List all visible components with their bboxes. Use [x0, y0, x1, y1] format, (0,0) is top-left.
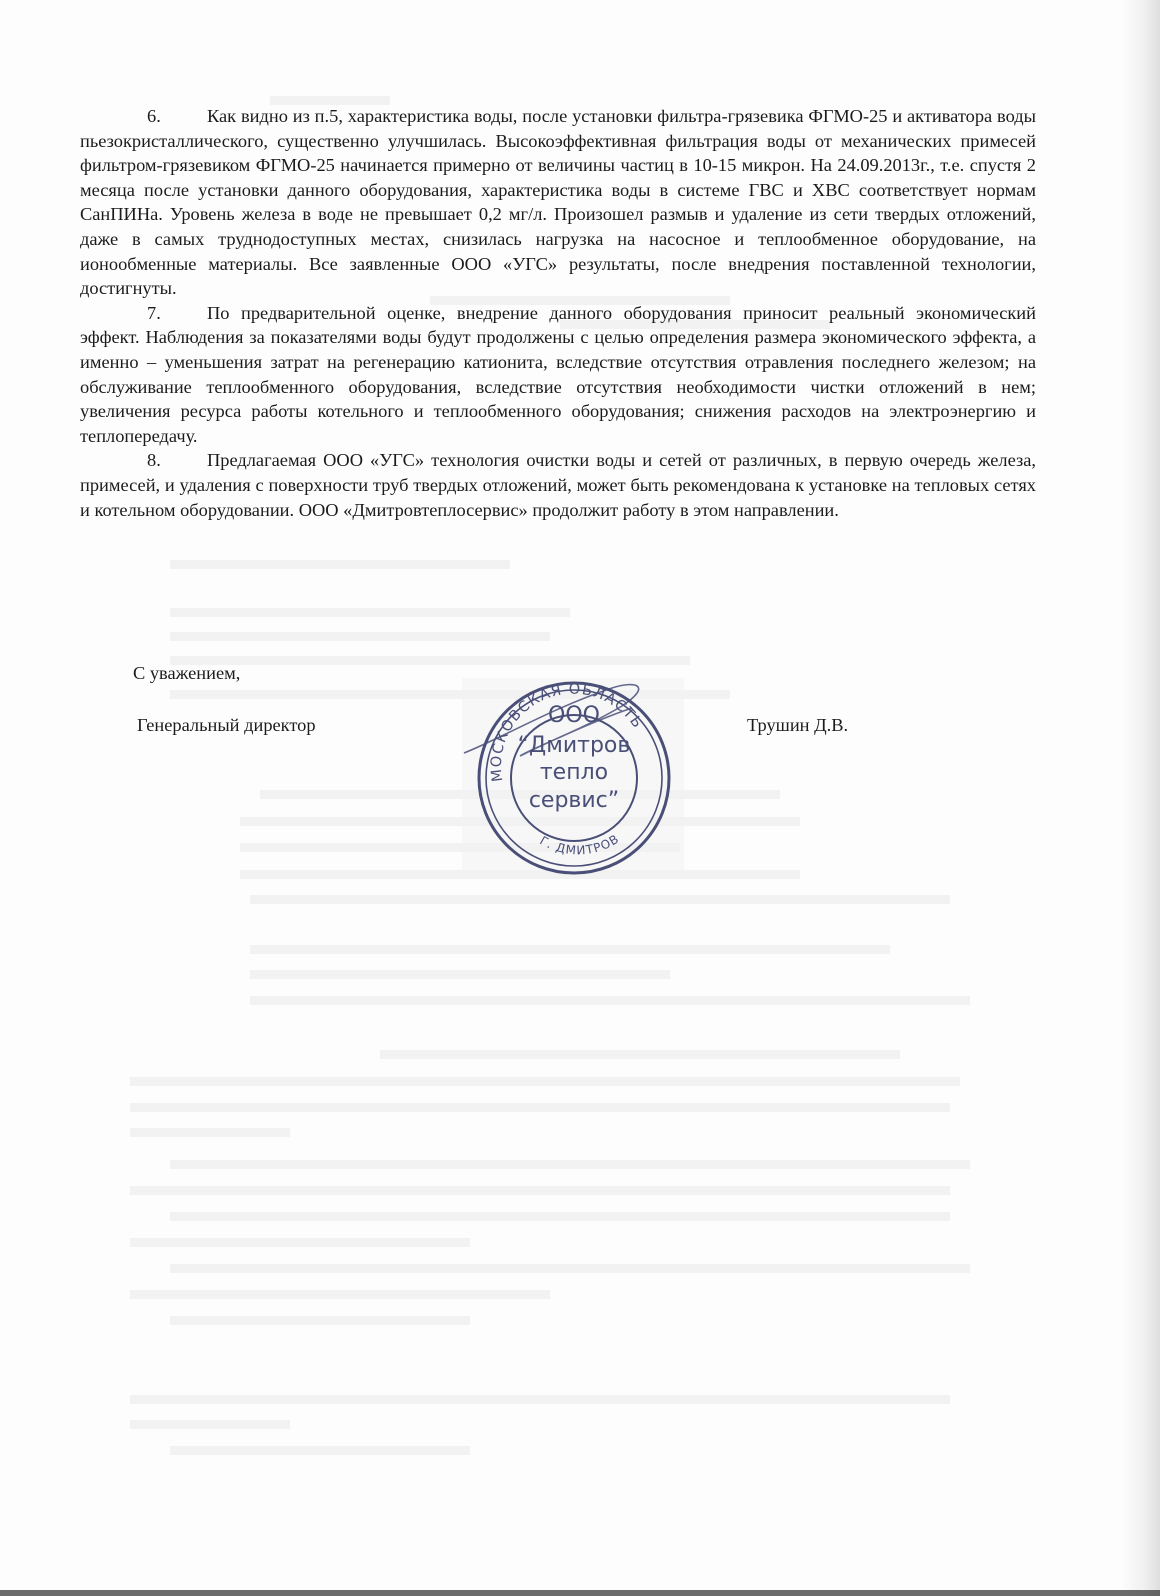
- stamp-line-4: сервис”: [528, 788, 620, 813]
- paragraph-number: 6.: [147, 106, 161, 126]
- paragraph-text: По предварительной оценке, внедрение данного оборудования приносит реальный экономический эффект. Наблюдения за показателями воды будут продолжены с целью определения размера экономического эффекта, а именно – уменьшения затрат на регенерацию катионита, вследствие отсутствия отравления последнего железом; на обслуживание теплообменного оборудования, вследствие отсутствия необходимости чистки отложений в нем; увеличения ресурса работы котельного и теплообменного оборудования; снижения расходов на электроэнергию и теплопередачу.: [80, 302, 1036, 446]
- scan-bottom-edge: [0, 1590, 1160, 1596]
- stamp-ring-bottom-text: Г. ДМИТРОВ: [537, 831, 622, 858]
- signatory-title: Генеральный директор: [137, 715, 316, 735]
- paragraph-8: [80, 448, 1036, 522]
- paragraph-number: 8.: [147, 450, 161, 471]
- company-stamp: [462, 678, 684, 878]
- stamp-line-2: “Дмитров: [517, 733, 631, 758]
- scan-right-edge-shadow: [1120, 0, 1160, 1596]
- stamp-line-3: тепло: [539, 760, 609, 785]
- stamp-ring-top-text: МОСКОВСКАЯ ОБЛАСТЬ: [488, 681, 646, 783]
- paragraph-7: [80, 301, 1036, 449]
- paragraph-6: [80, 104, 1036, 301]
- paragraph-text: Предлагаемая ООО «УГС» технология очистки воды и сетей от различных, в первую очередь железа, примесей, и удаления с поверхности труб твердых отложений, может быть рекомендована к установке на тепловых сетях и котельном оборудовании. ООО «Дмитровтеплосервис» продолжит работу в этом направлении.: [80, 450, 1036, 520]
- stamp-line-1: ООО: [548, 703, 600, 728]
- paragraph-number: 7.: [147, 302, 161, 323]
- letter-body: [80, 104, 1036, 522]
- paragraph-text: Как видно из п.5, характеристика воды, после установки фильтра-грязевика ФГМО-25 и активатора воды пьезокристаллического, существенно улучшилась. Высокоэффективная фильтрация воды от механических примесей фильтром-грязевиком ФГМО-25 начинается примерно от величины частиц в 10-15 микрон. На 24.09.2013г., т.е. спустя 2 месяца после установки данного оборудования, характеристика воды в системе ГВС и ХВС соответствует нормам СанПИНа. Уровень железа в воде не превышает 0,2 мг/л. Произошел размыв и удаление из сети твердых отложений, даже в самых труднодоступных местах, снизилась нагрузка на насосное и теплообменное оборудование, на ионообменные материалы. Все заявленные ООО «УГС» результаты, после внедрения поставленной технологии, достигнуты.: [80, 106, 1036, 299]
- stamp-seal-icon: [462, 678, 684, 878]
- signatory-name: Трушин Д.В.: [747, 715, 849, 735]
- closing-salutation: С уважением,: [133, 663, 241, 683]
